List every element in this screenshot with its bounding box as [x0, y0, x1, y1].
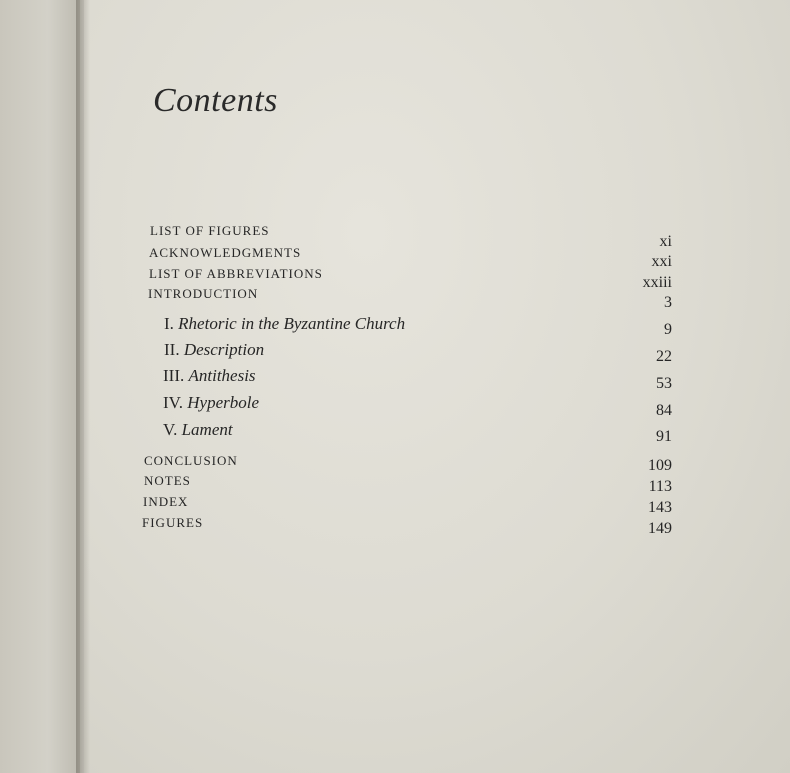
toc-page-chapter-1: 9: [664, 321, 672, 338]
chapter-title: Hyperbole: [187, 393, 260, 412]
toc-label-acknowledgments: ACKNOWLEDGMENTS: [149, 245, 302, 260]
left-page: [0, 0, 80, 773]
toc-label-index: INDEX: [143, 494, 189, 509]
toc-label-list-of-abbreviations: LIST OF ABBREVIATIONS: [149, 266, 323, 281]
page-title: Contents: [153, 82, 278, 119]
chapter-number: IV.: [163, 393, 183, 412]
toc-label-notes: NOTES: [144, 473, 191, 488]
book-spine: [76, 0, 90, 773]
toc-page-chapter-2: 22: [656, 348, 672, 365]
chapter-number: II.: [164, 340, 180, 359]
chapter-title: Antithesis: [188, 366, 256, 385]
toc-page-acknowledgments: xxi: [651, 253, 672, 270]
chapter-title: Lament: [181, 420, 233, 439]
toc-chapter-3: [163, 366, 256, 386]
toc-label-conclusion: CONCLUSION: [144, 453, 238, 468]
toc-chapter-5: [163, 420, 233, 440]
toc-page-introduction: 3: [664, 294, 672, 311]
chapter-number: III.: [163, 366, 185, 385]
toc-page-conclusion: 109: [648, 457, 672, 474]
toc-chapter-2: [164, 340, 264, 360]
chapter-title: Rhetoric in the Byzantine Church: [178, 314, 406, 333]
toc-label-list-of-figures: LIST OF FIGURES: [150, 223, 270, 238]
toc-page-notes: 113: [648, 478, 672, 495]
chapter-number: I.: [164, 314, 174, 333]
toc-chapter-1: [164, 314, 405, 334]
toc-page-list-of-abbreviations: xxiii: [642, 274, 672, 291]
toc-page-figures: 149: [648, 520, 672, 537]
toc-page-chapter-5: 91: [656, 428, 672, 445]
toc-label-figures: FIGURES: [142, 515, 204, 530]
chapter-title: Description: [183, 340, 265, 359]
chapter-number: V.: [163, 420, 178, 439]
toc-chapter-4: [163, 393, 259, 413]
toc-label-introduction: INTRODUCTION: [148, 286, 259, 301]
toc-page-list-of-figures: xi: [659, 233, 672, 250]
toc-page-chapter-3: 53: [656, 375, 672, 392]
toc-page-chapter-4: 84: [656, 402, 672, 419]
toc-page-index: 143: [648, 499, 672, 516]
